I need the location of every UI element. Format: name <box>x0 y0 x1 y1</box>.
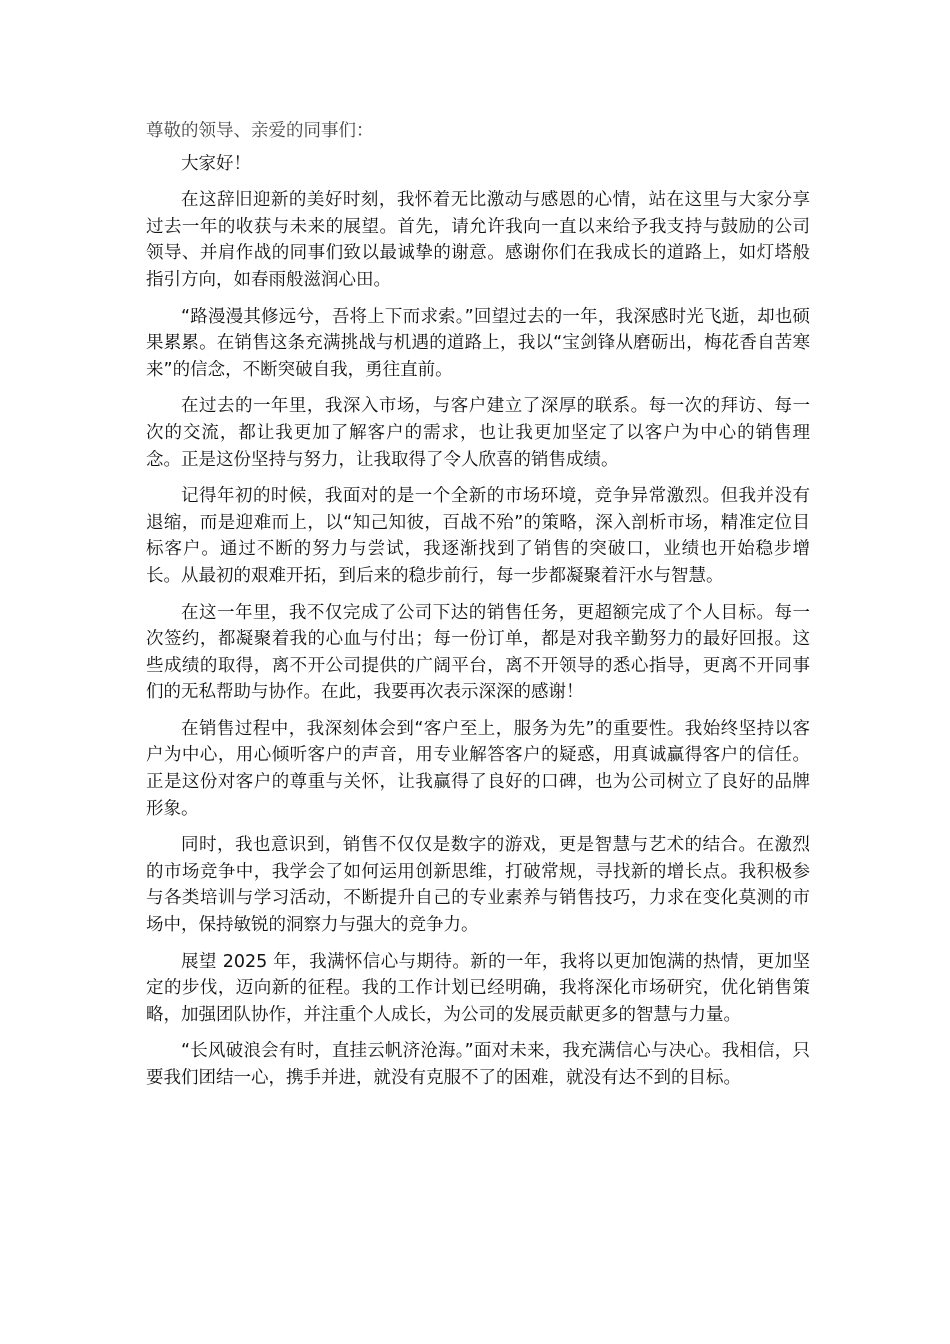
paragraph: 在销售过程中，我深刻体会到“客户至上，服务为先”的重要性。我始终坚持以客户为中心，用心倾听客户的声音，用专业解答客户的疑惑，用真诚赢得客户的信任。正是这份对客户的尊重与关怀，让我赢得了良好的口碑，也为公司树立了良好的品牌形象。 <box>146 718 810 819</box>
paragraph-greeting: 大家好！ <box>181 153 251 174</box>
paragraph: “路漫漫其修远兮，吾将上下而求索。”回望过去的一年，我深感时光飞逝，却也硕果累累。在销售这条充满挑战与机遇的道路上，我以“宝剑锋从磨砺出，梅花香自苦寒来”的信念，不断突破自我，勇往直前。 <box>146 306 810 380</box>
paragraph: 在这辞旧迎新的美好时刻，我怀着无比激动与感恩的心情，站在这里与大家分享过去一年的收获与未来的展望。首先，请允许我向一直以来给予我支持与鼓励的公司领导、并肩作战的同事们致以最诚挚的谢意。感谢你们在我成长的道路上，如灯塔般指引方向，如春雨般滋润心田。 <box>146 190 810 290</box>
salutation: 尊敬的领导、亲爱的同事们： <box>146 121 374 141</box>
paragraph: “长风破浪会有时，直挂云帆济沧海。”面对未来，我充满信心与决心。我相信，只要我们团结一心，携手并进，就没有克服不了的困难，就没有达不到的目标。 <box>146 1041 810 1088</box>
paragraph: 在这一年里，我不仅完成了公司下达的销售任务，更超额完成了个人目标。每一次签约，都凝聚着我的心血与付出；每一份订单，都是对我辛勤努力的最好回报。这些成绩的取得，离不开公司提供的广阔平台，离不开领导的悉心指导，更离不开同事们的无私帮助与协作。在此，我要再次表示深深的感谢！ <box>146 602 810 703</box>
paragraph: 展望 2025 年，我满怀信心与期待。新的一年，我将以更加饱满的热情，更加坚定的步伐，迈向新的征程。我的工作计划已经明确，我将深化市场研究，优化销售策略，加强团队协作，并注重个人成长，为公司的发展贡献更多的智慧与力量。 <box>146 951 810 1025</box>
paragraph: 在过去的一年里，我深入市场，与客户建立了深厚的联系。每一次的拜访、每一次的交流，都让我更加了解客户的需求，也让我更加坚定了以客户为中心的销售理念。正是这份坚持与努力，让我取得了令人欣喜的销售成绩。 <box>146 396 810 470</box>
paragraph: 记得年初的时候，我面对的是一个全新的市场环境，竞争异常激烈。但我并没有退缩，而是迎难而上，以“知己知彼，百战不殆”的策略，深入剖析市场，精准定位目标客户。通过不断的努力与尝试，我逐渐找到了销售的突破口，业绩也开始稳步增长。从最初的艰难开拓，到后来的稳步前行，每一步都凝聚着汗水与智慧。 <box>146 486 810 586</box>
paragraph: 同时，我也意识到，销售不仅仅是数字的游戏，更是智慧与艺术的结合。在激烈的市场竞争中，我学会了如何运用创新思维，打破常规，寻找新的增长点。我积极参与各类培训与学习活动，不断提升自己的专业素养与销售技巧，力求在变化莫测的市场中，保持敏锐的洞察力与强大的竞争力。 <box>146 835 810 936</box>
document-body <box>146 118 810 1102</box>
